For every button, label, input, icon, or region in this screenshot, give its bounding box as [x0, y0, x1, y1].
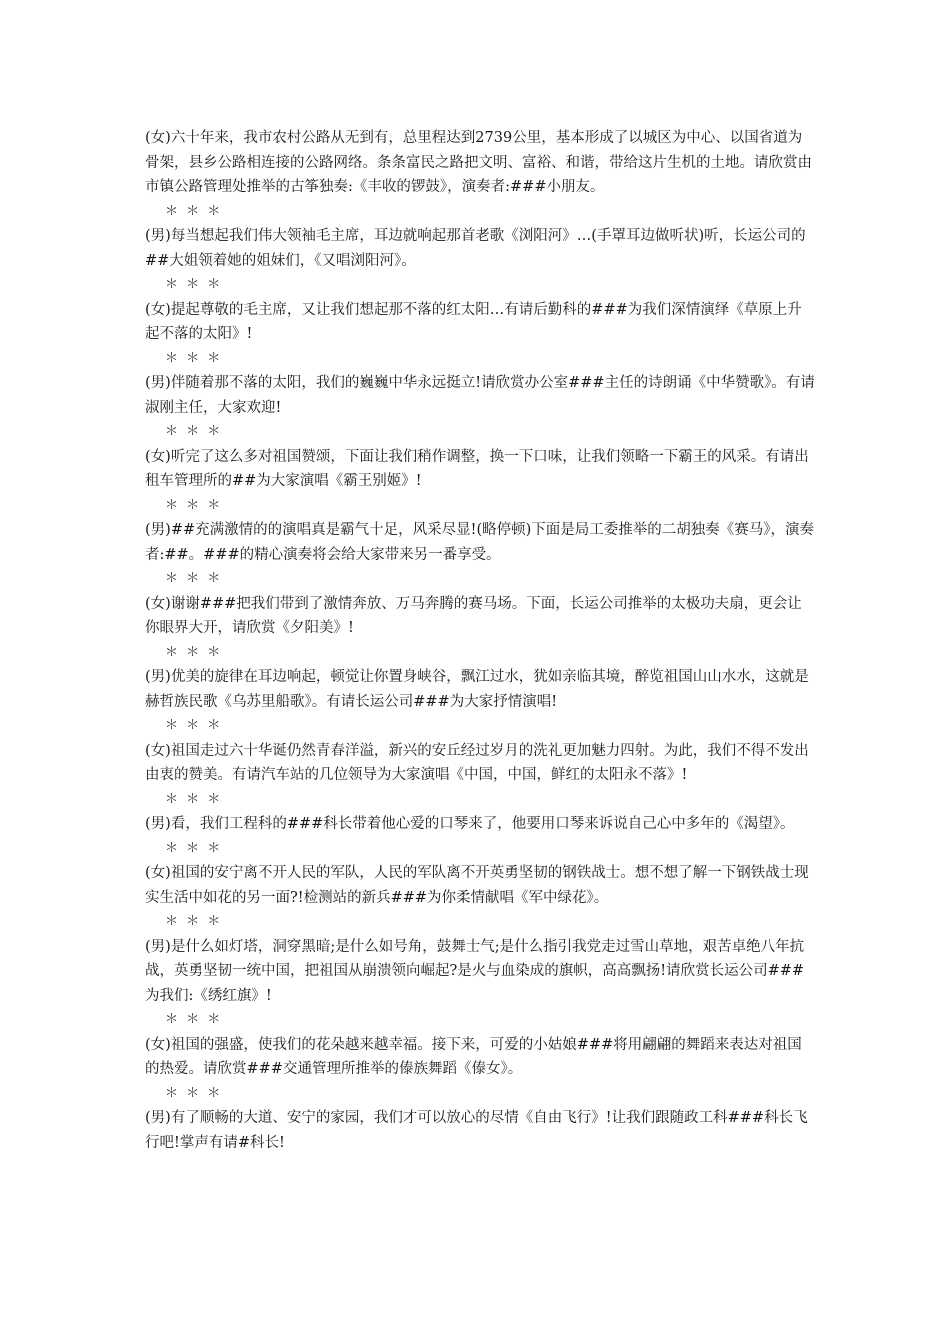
paragraph-2: (男)每当想起我们伟大领袖毛主席，耳边就响起那首老歌《浏阳河》…(手罩耳边做听状)听，长运公司的##大姐领着她的姐妹们，《又唱浏阳河》。 — [145, 228, 806, 269]
paragraph-13: (女)祖国的强盛，使我们的花朵越来越幸福。接下来，可爱的小姑娘###将用翩翩的舞蹈来表达对祖国的热爱。请欣赏###交通管理所推举的傣族舞蹈《傣女》。 — [145, 1036, 802, 1077]
separator-6: ＊ ＊ ＊ — [165, 571, 223, 586]
paragraph-10: (男)看，我们工程科的###科长带着他心爱的口琴来了，他要用口琴来诉说自己心中多年的《渴望》。 — [145, 816, 795, 832]
separator-1: ＊ ＊ ＊ — [165, 203, 223, 219]
paragraph-3: (女)提起尊敬的毛主席，又让我们想起那不落的红太阳…有请后勤科的###为我们深情演绎《草原上升起不落的太阳》! — [145, 301, 802, 342]
paragraph-11: (女)祖国的安宁离不开人民的军队，人民的军队离不开英勇坚韧的钢铁战士。想不想了解一下钢铁战士现实生活中如花的另一面?!检测站的新兵###为你柔情献唱《军中绿花》。 — [145, 865, 809, 906]
paragraph-5: (女)听完了这么多对祖国赞颂，下面让我们稍作调整，换一下口味，让我们领略一下霸王的风采。有请出租车管理所的##为大家演唱《霸王别姬》! — [145, 448, 809, 489]
paragraph-8: (男)优美的旋律在耳边响起，顿觉让你置身峡谷，飘江过水，犹如亲临其境，醉览祖国山山水水，这就是赫哲族民歌《乌苏里船歌》。有请长运公司###为大家抒情演唱! — [145, 669, 809, 710]
separator-11: ＊ ＊ ＊ — [165, 914, 223, 929]
separator-2: ＊ ＊ ＊ — [165, 277, 223, 292]
separator-12: ＊ ＊ ＊ — [165, 1012, 223, 1027]
paragraph-6: (男)##充满激情的的演唱真是霸气十足，风采尽显!(略停顿)下面是局工委推举的二胡独奏《赛马》，演奏者:##。###的精心演奏将会给大家带来另一番享受。 — [145, 522, 814, 563]
paragraph-12: (男)是什么如灯塔，洞穿黑暗;是什么如号角，鼓舞士气;是什么指引我党走过雪山草地，艰苦卓绝八年抗战，英勇坚韧一统中国，把祖国从崩溃领向崛起?是火与血染成的旗帜，高高飘扬!请欣赏长运公司###为我们:《绣红旗》! — [145, 938, 805, 1004]
paragraph-14: (男)有了顺畅的大道、安宁的家园，我们才可以放心的尽情《自由飞行》!让我们跟随政工科###科长飞行吧!掌声有请#科长! — [145, 1110, 808, 1151]
separator-3: ＊ ＊ ＊ — [165, 350, 223, 366]
document-page — [145, 126, 815, 1155]
paragraph-4: (男)伴随着那不落的太阳，我们的巍巍中华永远挺立!请欣赏办公室###主任的诗朗诵《中华赞歌》。有请淑刚主任，大家欢迎! — [145, 375, 815, 416]
separator-10: ＊ ＊ ＊ — [165, 840, 223, 856]
separator-8: ＊ ＊ ＊ — [165, 718, 223, 733]
separator-7: ＊ ＊ ＊ — [165, 644, 223, 660]
separator-5: ＊ ＊ ＊ — [165, 497, 223, 513]
separator-13: ＊ ＊ ＊ — [165, 1085, 223, 1101]
paragraph-1: (女)六十年来，我市农村公路从无到有，总里程达到2739公里，基本形成了以城区为中心、以国省道为骨架，县乡公路相连接的公路网络。条条富民之路把文明、富裕、和谐，带给这片生机的土地。请欣赏由市镇公路管理处推举的古筝独奏:《丰收的锣鼓》，演奏者:###小朋友。 — [145, 130, 812, 195]
separator-9: ＊ ＊ ＊ — [165, 791, 223, 807]
paragraph-9: (女)祖国走过六十华诞仍然青春洋溢，新兴的安丘经过岁月的洗礼更加魅力四射。为此，我们不得不发出由衷的赞美。有请汽车站的几位领导为大家演唱《中国，中国，鲜红的太阳永不落》! — [145, 742, 809, 783]
paragraph-7: (女)谢谢###把我们带到了激情奔放、万马奔腾的赛马场。下面，长运公司推举的太极功夫扇，更会让你眼界大开，请欣赏《夕阳美》! — [145, 595, 802, 636]
separator-4: ＊ ＊ ＊ — [165, 424, 223, 439]
